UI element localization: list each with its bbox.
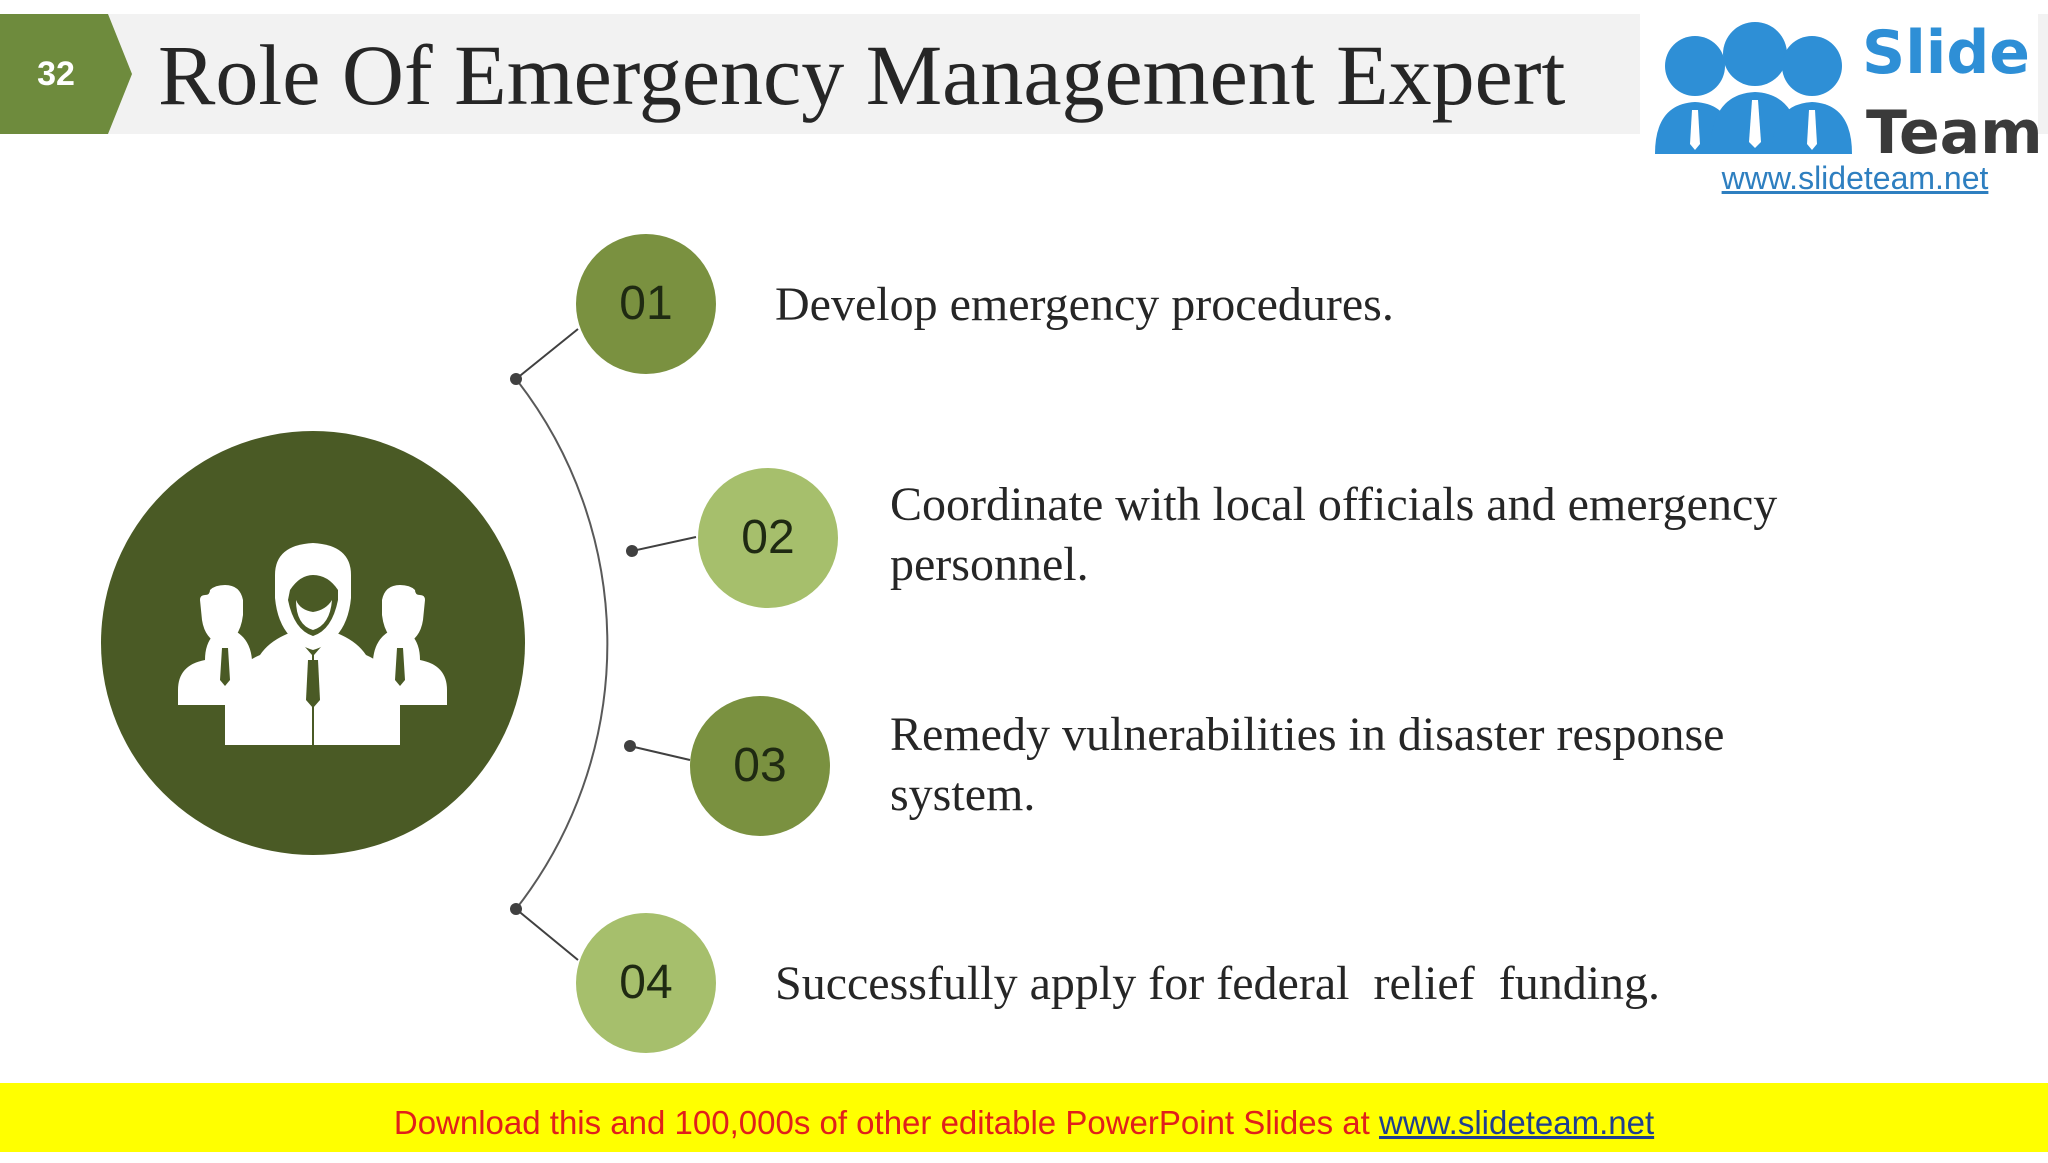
step-number-4: 04 (619, 956, 673, 1009)
step-text-3: Remedy vulnerabilities in disaster response system. (890, 708, 1725, 821)
step-text-1: Develop emergency procedures. (775, 278, 1394, 331)
connector-dot-2 (626, 545, 638, 557)
step-text-2: Coordinate with local officials and emergency personnel. (890, 478, 1778, 591)
footer-text (0, 1083, 2048, 1163)
logo-url-link[interactable]: www.slideteam.net (1721, 160, 1989, 196)
step-number-1: 01 (619, 277, 673, 330)
connector-line-1 (516, 329, 578, 379)
page-title: Role Of Emergency Management Expert (158, 27, 1566, 123)
footer-banner (0, 1083, 2048, 1152)
step-text-4: Successfully apply for federal relief funding. (775, 957, 1661, 1010)
logo-text-slide: Slide (1862, 18, 2030, 88)
connector-arc (516, 379, 607, 909)
connector-line-4 (516, 909, 578, 960)
step-number-3: 03 (733, 739, 787, 792)
connector-dot-1 (510, 373, 522, 385)
connector-line-3 (630, 746, 690, 760)
footer-link[interactable]: www.slideteam.net (1379, 1104, 1655, 1141)
connector-dot-3 (624, 740, 636, 752)
footer-message: Download this and 100,000s of other editable PowerPoint Slides at (393, 1104, 1379, 1141)
connector-line-2 (632, 537, 696, 551)
logo-text-team: Team (1866, 98, 2043, 168)
connector-dot-4 (510, 903, 522, 915)
slide-number: 32 (37, 55, 75, 93)
step-number-2: 02 (741, 511, 795, 564)
